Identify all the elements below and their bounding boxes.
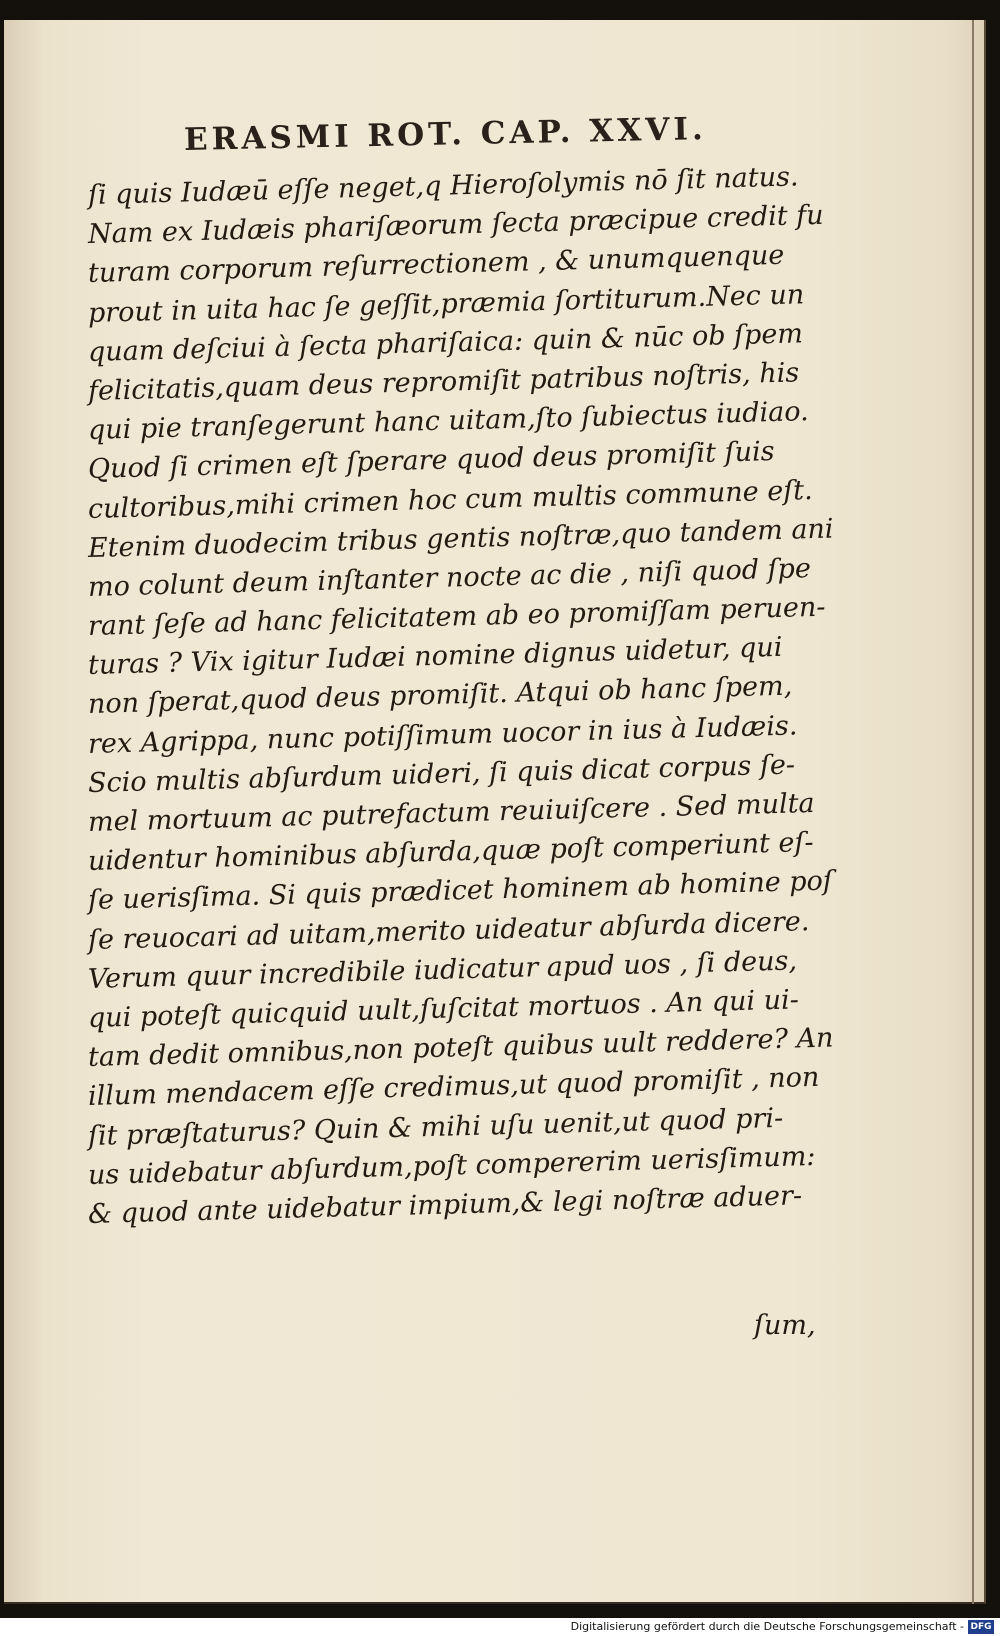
text-line: cultoribus,mihi crimen hoc cum multis commune eſt.: [87, 474, 814, 525]
text-line: Scio multis abſurdum uideri, ſi quis dicat corpus ſe-: [87, 749, 796, 799]
text-line: ſe reuocari ad uitam,merito uideatur abſurda dicere.: [87, 905, 810, 956]
text-line: ſe uerisſima. Si quis prædicet hominem ab homine poſ: [87, 865, 834, 917]
text-line: uidentur hominibus abſurda,quæ poſt comperiunt eſ-: [87, 827, 814, 878]
text-line: quam deſciui à ſecta phariſaica: quin & nūc ob ſpem: [87, 318, 804, 368]
text-line: non ſperat,quod deus promiſit. Atqui ob hanc ſpem,: [87, 671, 793, 721]
text-line: turas ? Vix igitur Iudæi nomine dignus uidetur, qui: [87, 632, 783, 682]
funding-credit: Digitalisierung gefördert durch die Deutsche Forschungsgemeinschaft -: [570, 1620, 964, 1633]
text-line: Nam ex Iudæis phariſæorum ſecta præcipue credit fu: [87, 199, 824, 251]
text-line: turam corporum reſurrectionem , & unumquenque: [87, 240, 785, 290]
page-edge: [972, 20, 974, 1604]
dfg-logo-icon[interactable]: DFG: [968, 1620, 994, 1634]
text-line: qui pie tranſegerunt hanc uitam,ſto ſubiectus iudiao.: [87, 396, 810, 447]
text-line: rant ſeſe ad hanc felicitatem ab eo promiſſam peruen-: [87, 591, 826, 643]
text-line: illum mendacem eſſe credimus,ut quod promiſit , non: [87, 1062, 820, 1113]
text-line: us uidebatur abſurdum,poſt compererim uerisſimum:: [87, 1140, 816, 1191]
text-line: Etenim duodecim tribus gentis noſtræ,quo tandem ani: [87, 513, 834, 564]
text-line: qui poteſt quicquid uult,ſuſcitat mortuos . An qui ui-: [87, 984, 800, 1034]
catchword: ſum,: [754, 1310, 816, 1341]
text-line: prout in uita hac ſe geſſit,præmia ſortiturum.Nec un: [87, 278, 805, 329]
text-line: ſit præſtaturus? Quin & mihi uſu uenit,ut quod pri-: [87, 1102, 784, 1152]
text-line: mo colunt deum inſtanter nocte ac die , niſi quod ſpe: [87, 552, 812, 603]
text-line: Quod ſi crimen eſt ſperare quod deus promiſit ſuis: [87, 436, 775, 486]
text-line: rex Agrippa, nunc potiſſimum uocor in ius à Iudæis.: [87, 710, 798, 760]
text-line: & quod ante uidebatur impium,& legi noſtræ aduer-: [87, 1180, 803, 1230]
body-text: [87, 161, 834, 1234]
text-line: Verum quur incredibile iudicatur apud uos , ſi deus,: [87, 945, 798, 995]
running-head: ERASMI ROT. CAP. XXVI.: [183, 111, 708, 158]
text-line: mel mortuum ac putrefactum reuiuiſcere . Sed multa: [87, 787, 815, 838]
text-line: felicitatis,quam deus repromiſit patribus noſtris, his: [87, 357, 800, 407]
text-line: tam dedit omnibus,non poteſt quibus uult reddere? An: [87, 1022, 834, 1074]
text-line: ſi quis Iudæū eſſe neget,q Hieroſolymis nō ſit natus.: [87, 161, 799, 211]
